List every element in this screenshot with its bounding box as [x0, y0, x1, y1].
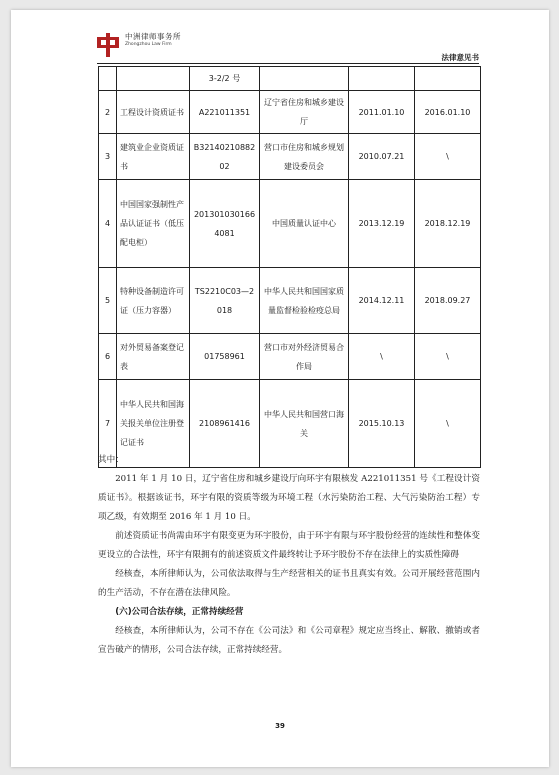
table-cell: 辽宁省住房和城乡建设厅 — [260, 91, 349, 134]
table-cell: 2018.09.27 — [415, 268, 481, 334]
paragraph: 2011 年 1 月 10 日，辽宁省住房和城乡建设厅向环宇有限核发 A221011351 号《工程设计资质证书》。根据该证书，环宇有限的资质等级为环境工程（水污染防治工程、大气污染防治工程）专项乙级，有效期至 2016 年 1 月 10 日。 — [98, 474, 480, 522]
table-cell: \ — [415, 134, 481, 180]
table-cell: 中国国家强制性产品认证证书（低压配电柜） — [117, 180, 190, 268]
table-cell: 6 — [99, 334, 117, 380]
table-cell: 7 — [99, 380, 117, 468]
table-cell: 建筑业企业资质证书 — [117, 134, 190, 180]
firm-name-en: Zhongzhou Law Firm — [125, 41, 172, 47]
table-cell: 2108961416 — [190, 380, 260, 468]
table-row — [99, 334, 481, 380]
section-heading: (六)公司合法存续，正常持续经营 — [115, 607, 244, 617]
table-row — [99, 180, 481, 268]
table-cell: 中华人民共和国营口海关 — [260, 380, 349, 468]
table-cell: 2010.07.21 — [349, 134, 415, 180]
body-text — [98, 451, 480, 660]
table-cell: 01758961 — [190, 334, 260, 380]
table-cell: \ — [349, 334, 415, 380]
firm-name-cn: 中洲律师事务所 — [125, 32, 181, 41]
table-cell: 3-2/2 号 — [190, 67, 260, 91]
paragraph: 经核查，本所律师认为，公司依法取得与生产经营相关的证书且真实有效。公司开展经营范围内的生产活动，不存在潜在法律风险。 — [98, 569, 480, 598]
table-row — [99, 91, 481, 134]
header-rule — [97, 63, 479, 64]
table-cell: 2 — [99, 91, 117, 134]
table-cell: A221011351 — [190, 91, 260, 134]
table-cell: 2013.12.19 — [349, 180, 415, 268]
table-cell: 2015.10.13 — [349, 380, 415, 468]
table-cell: 中国质量认证中心 — [260, 180, 349, 268]
paragraph: 前述资质证书尚需由环宇有限变更为环宇股份，由于环宇有限与环宇股份经营的连续性和整体变更设立的合法性，环宇有限拥有的前述资质文件最终转让予环宇股份不存在法律上的实质性障碍 — [98, 531, 480, 560]
table-cell: 2018.12.19 — [415, 180, 481, 268]
page-number: 39 — [275, 722, 285, 730]
table-cell: 营口市住房和城乡规划建设委员会 — [260, 134, 349, 180]
firm-logo — [97, 33, 181, 57]
table-cell: 4 — [99, 180, 117, 268]
licenses-table — [98, 66, 481, 468]
table-cell: 2016.01.10 — [415, 91, 481, 134]
table-cell: 特种设备制造许可证（压力容器） — [117, 268, 190, 334]
table-cell: 3 — [99, 134, 117, 180]
table-cell: 2014.12.11 — [349, 268, 415, 334]
paragraph-intro: 其中： — [98, 455, 124, 465]
table-cell: 2013010301664081 — [190, 180, 260, 268]
table-row — [99, 134, 481, 180]
document-type: 法律意见书 — [441, 53, 479, 62]
firm-logo-mark-icon — [97, 33, 121, 57]
table-row — [99, 67, 481, 91]
table-cell: 中华人民共和国国家质量监督检验检疫总局 — [260, 268, 349, 334]
table-cell: \ — [415, 334, 481, 380]
paragraph: 经核查，本所律师认为，公司不存在《公司法》和《公司章程》规定应当终止、解散、撤销或者宣告破产的情形，公司合法存续，正常持续经营。 — [98, 626, 480, 655]
table-cell: 对外贸易备案登记表 — [117, 334, 190, 380]
table-cell: \ — [415, 380, 481, 468]
table-cell: 中华人民共和国海关报关单位注册登记证书 — [117, 380, 190, 468]
table-row — [99, 268, 481, 334]
table-cell: B3214021088202 — [190, 134, 260, 180]
document-page — [11, 10, 549, 767]
table-cell: 5 — [99, 268, 117, 334]
table-cell: 营口市对外经济贸易合作局 — [260, 334, 349, 380]
table-cell: 工程设计资质证书 — [117, 91, 190, 134]
table-cell: 2011.01.10 — [349, 91, 415, 134]
table-cell: TS2210C03—2018 — [190, 268, 260, 334]
